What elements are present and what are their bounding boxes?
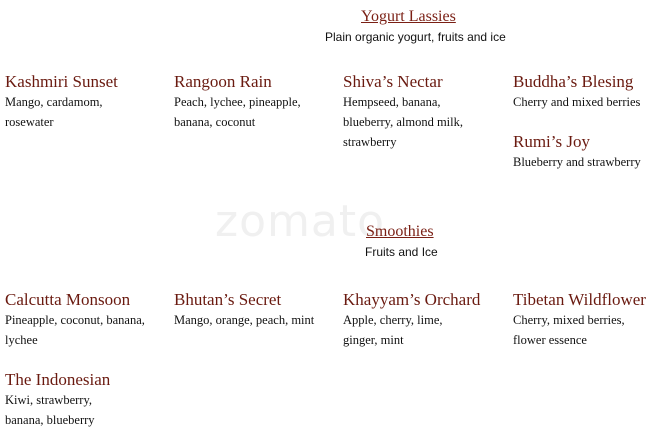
menu-item-description: Mango, orange, peach, mint xyxy=(174,313,315,327)
menu-item-description: Cherry and mixed berries xyxy=(513,95,641,109)
menu-item-name: Rumi’s Joy xyxy=(513,132,590,151)
menu-item-name: Bhutan’s Secret xyxy=(174,290,282,309)
yogurt-lassies-title: Yogurt Lassies xyxy=(361,8,456,25)
menu-item-description: Blueberry and strawberry xyxy=(513,155,641,169)
yogurt-lassies-subtitle: Plain organic yogurt, fruits and ice xyxy=(325,30,506,44)
menu-item-description: Pineapple, coconut, banana, lychee xyxy=(5,313,145,347)
menu-item-description: Hempseed, banana, blueberry, almond milk, strawberry xyxy=(343,95,463,149)
menu-item xyxy=(513,290,650,350)
menu-item-description: Apple, cherry, lime, ginger, mint xyxy=(343,313,443,347)
smoothies-subtitle: Fruits and Ice xyxy=(365,245,438,259)
menu-item-name: Khayyam’s Orchard xyxy=(343,290,481,309)
menu-item-name: Kashmiri Sunset xyxy=(5,72,118,91)
menu-item-name: Shiva’s Nectar xyxy=(343,72,443,91)
smoothies-title: Smoothies xyxy=(366,223,434,240)
menu-item-name: The Indonesian xyxy=(5,370,111,389)
menu-item xyxy=(174,72,309,132)
menu-item-name: Buddha’s Blesing xyxy=(513,72,634,91)
menu-item-description: Mango, cardamom, rosewater xyxy=(5,95,103,129)
menu-item xyxy=(343,72,468,152)
menu-item xyxy=(513,132,650,172)
menu-item-description: Peach, lychee, pineapple, banana, coconut xyxy=(174,95,301,129)
menu-item xyxy=(174,290,334,330)
menu-item xyxy=(5,370,130,430)
menu-item-description: Kiwi, strawberry, banana, blueberry xyxy=(5,393,95,427)
menu-item-name: Tibetan Wildflower xyxy=(513,290,646,309)
menu-item-name: Rangoon Rain xyxy=(174,72,272,91)
menu-item xyxy=(5,290,145,350)
watermark: zomato xyxy=(215,196,386,247)
menu-item xyxy=(513,72,650,112)
menu-item xyxy=(5,72,118,132)
menu-item xyxy=(343,290,480,350)
menu-item-description: Cherry, mixed berries, flower essence xyxy=(513,313,625,347)
menu-item-name: Calcutta Monsoon xyxy=(5,290,131,309)
